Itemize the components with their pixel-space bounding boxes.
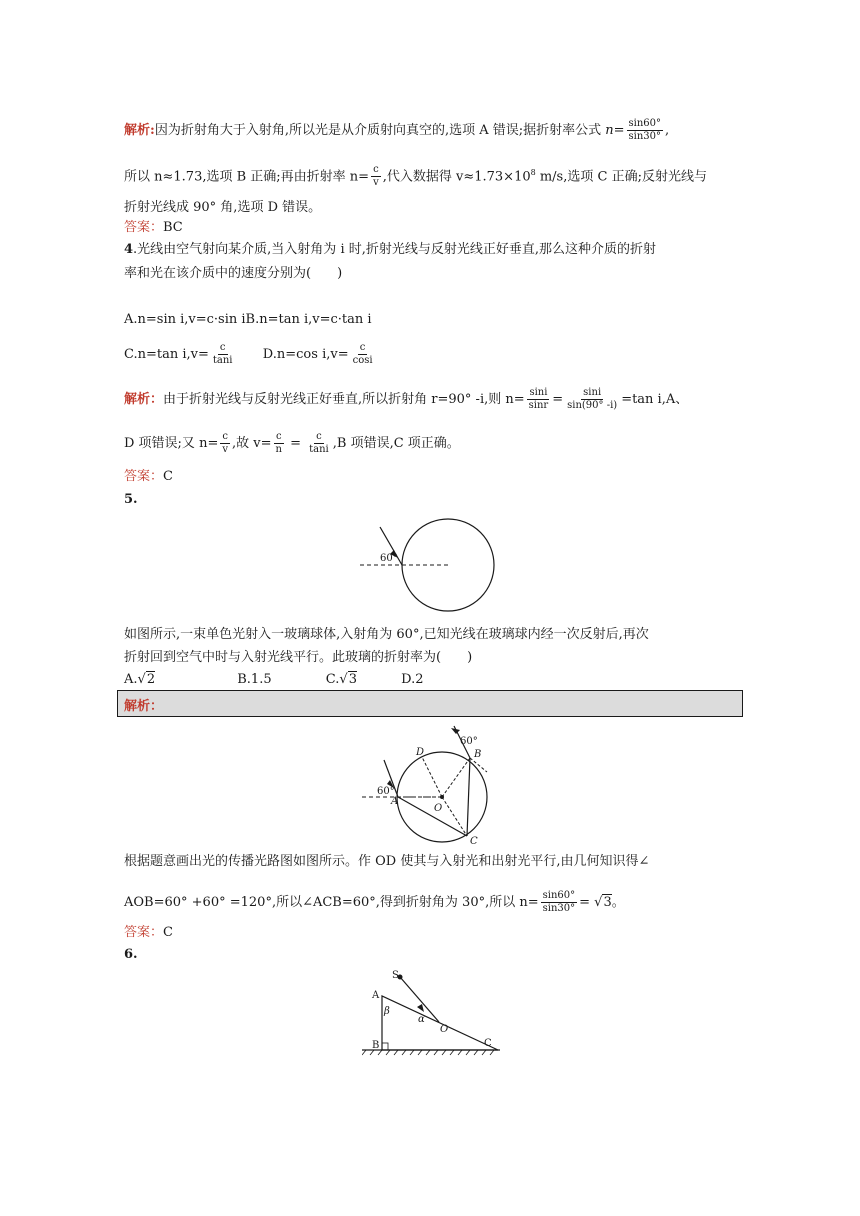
q4-solution-line-1: 解析：由于折射光线与反射光线正好垂直,所以折射角 r=90° -i,则 n= $\frac{\sin i}{\sin r}$ = $\frac{\sin i}{\sin(90^\circ -i)}$ =tan i,A、 — [124, 387, 689, 411]
q4-answer: 答案：C — [124, 469, 173, 484]
q4-stem-line-2: 率和光在该介质中的速度分别为( ) — [124, 266, 343, 281]
analysis-banner: 解析： — [117, 690, 743, 717]
q5-solution-line-2: AOB=60° +60° =120°,所以∠ACB=60°,得到折射角为 30°,所以 n= $\frac{\sin 60^\circ}{\sin 30^\circ}$ = √3。 — [124, 890, 625, 914]
q4-stem-line-1: 4.光线由空气射向某介质,当入射角为 i 时,折射光线与反射光线正好垂直,那么这种介质的折射 — [124, 242, 656, 257]
q3-solution-line-2: 所以 n≈1.73,选项 B 正确;再由折射率 n= $\frac{c}{v}$ ,代入数据得 $v\approx 1.73\times 10^8$ m/s,选项 C 正确;反射光线与 — [124, 164, 707, 189]
q6-prism-figure — [362, 966, 502, 1058]
fraction: $\frac{c}{v}$ — [373, 164, 379, 189]
svg-text:D: D — [416, 747, 425, 758]
svg-text:B: B — [474, 749, 482, 760]
svg-text:O: O — [434, 803, 443, 814]
svg-text:S: S — [392, 970, 399, 981]
svg-text:β: β — [384, 1006, 390, 1017]
arrow-icon — [417, 1004, 424, 1012]
q4-options-ab: A.n=sin i,v=c·sin iB.n=tan i,v=c·tan i — [124, 312, 372, 327]
analysis-label: 解析: — [124, 123, 155, 138]
q6-number: 6. — [124, 947, 138, 962]
svg-text:B: B — [372, 1040, 380, 1051]
q5-solution-figure — [362, 722, 522, 846]
q5-answer: 答案：C — [124, 925, 173, 940]
prism-triangle — [382, 996, 498, 1050]
q5-stem-line-2: 折射回到空气中时与入射光线平行。此玻璃的折射率为( ) — [124, 650, 473, 665]
svg-text:60°: 60° — [460, 736, 478, 747]
svg-text:C: C — [484, 1038, 492, 1049]
svg-text:A: A — [391, 796, 399, 807]
svg-text:O: O — [440, 1024, 449, 1035]
svg-text:C: C — [470, 836, 478, 846]
q4-options-cd: C.n=tan i,v= $\frac{c}{\tan i}$ D.n=cos i,v= $\frac{c}{\cos i}$ — [124, 342, 373, 366]
q3-answer: 答案：BC — [124, 220, 183, 235]
q5-options: A.√2 B.1.5 C.√3 D.2 — [124, 672, 424, 687]
svg-text:A: A — [372, 990, 380, 1001]
q5-solution-line-1: 根据题意画出光的传播光路图如图所示。作 OD 使其与入射光和出射光平行,由几何知识得∠ — [124, 854, 650, 869]
q3-solution-line-1: 解析:因为折射角大于入射角,所以光是从介质射向真空的,选项 A 错误;据折射率公式 n= $\frac{\sin 60^\circ}{\sin 30^\circ}$ , — [124, 118, 670, 142]
q4-solution-line-2: D 项错误;又 n= $\frac{c}{v}$ ,故 v= $\frac{c}{n}$ = $\frac{c}{\tan i}$ ,B 项错误,C 项正确。 — [124, 431, 460, 455]
q5-sphere-figure — [360, 512, 500, 618]
fraction: $\frac{\sin 60^\circ}{\sin 30^\circ}$ — [628, 118, 662, 142]
q5-number: 5. — [124, 492, 138, 507]
q5-stem-line-1: 如图所示,一束单色光射入一玻璃球体,入射角为 60°,已知光线在玻璃球内经一次反射后,再次 — [124, 627, 649, 642]
svg-text:60°: 60° — [377, 786, 395, 797]
svg-text:α: α — [418, 1014, 425, 1025]
q3-solution-line-3: 折射光线成 90° 角,选项 D 错误。 — [124, 200, 322, 215]
angle-label: 60° — [380, 553, 398, 564]
